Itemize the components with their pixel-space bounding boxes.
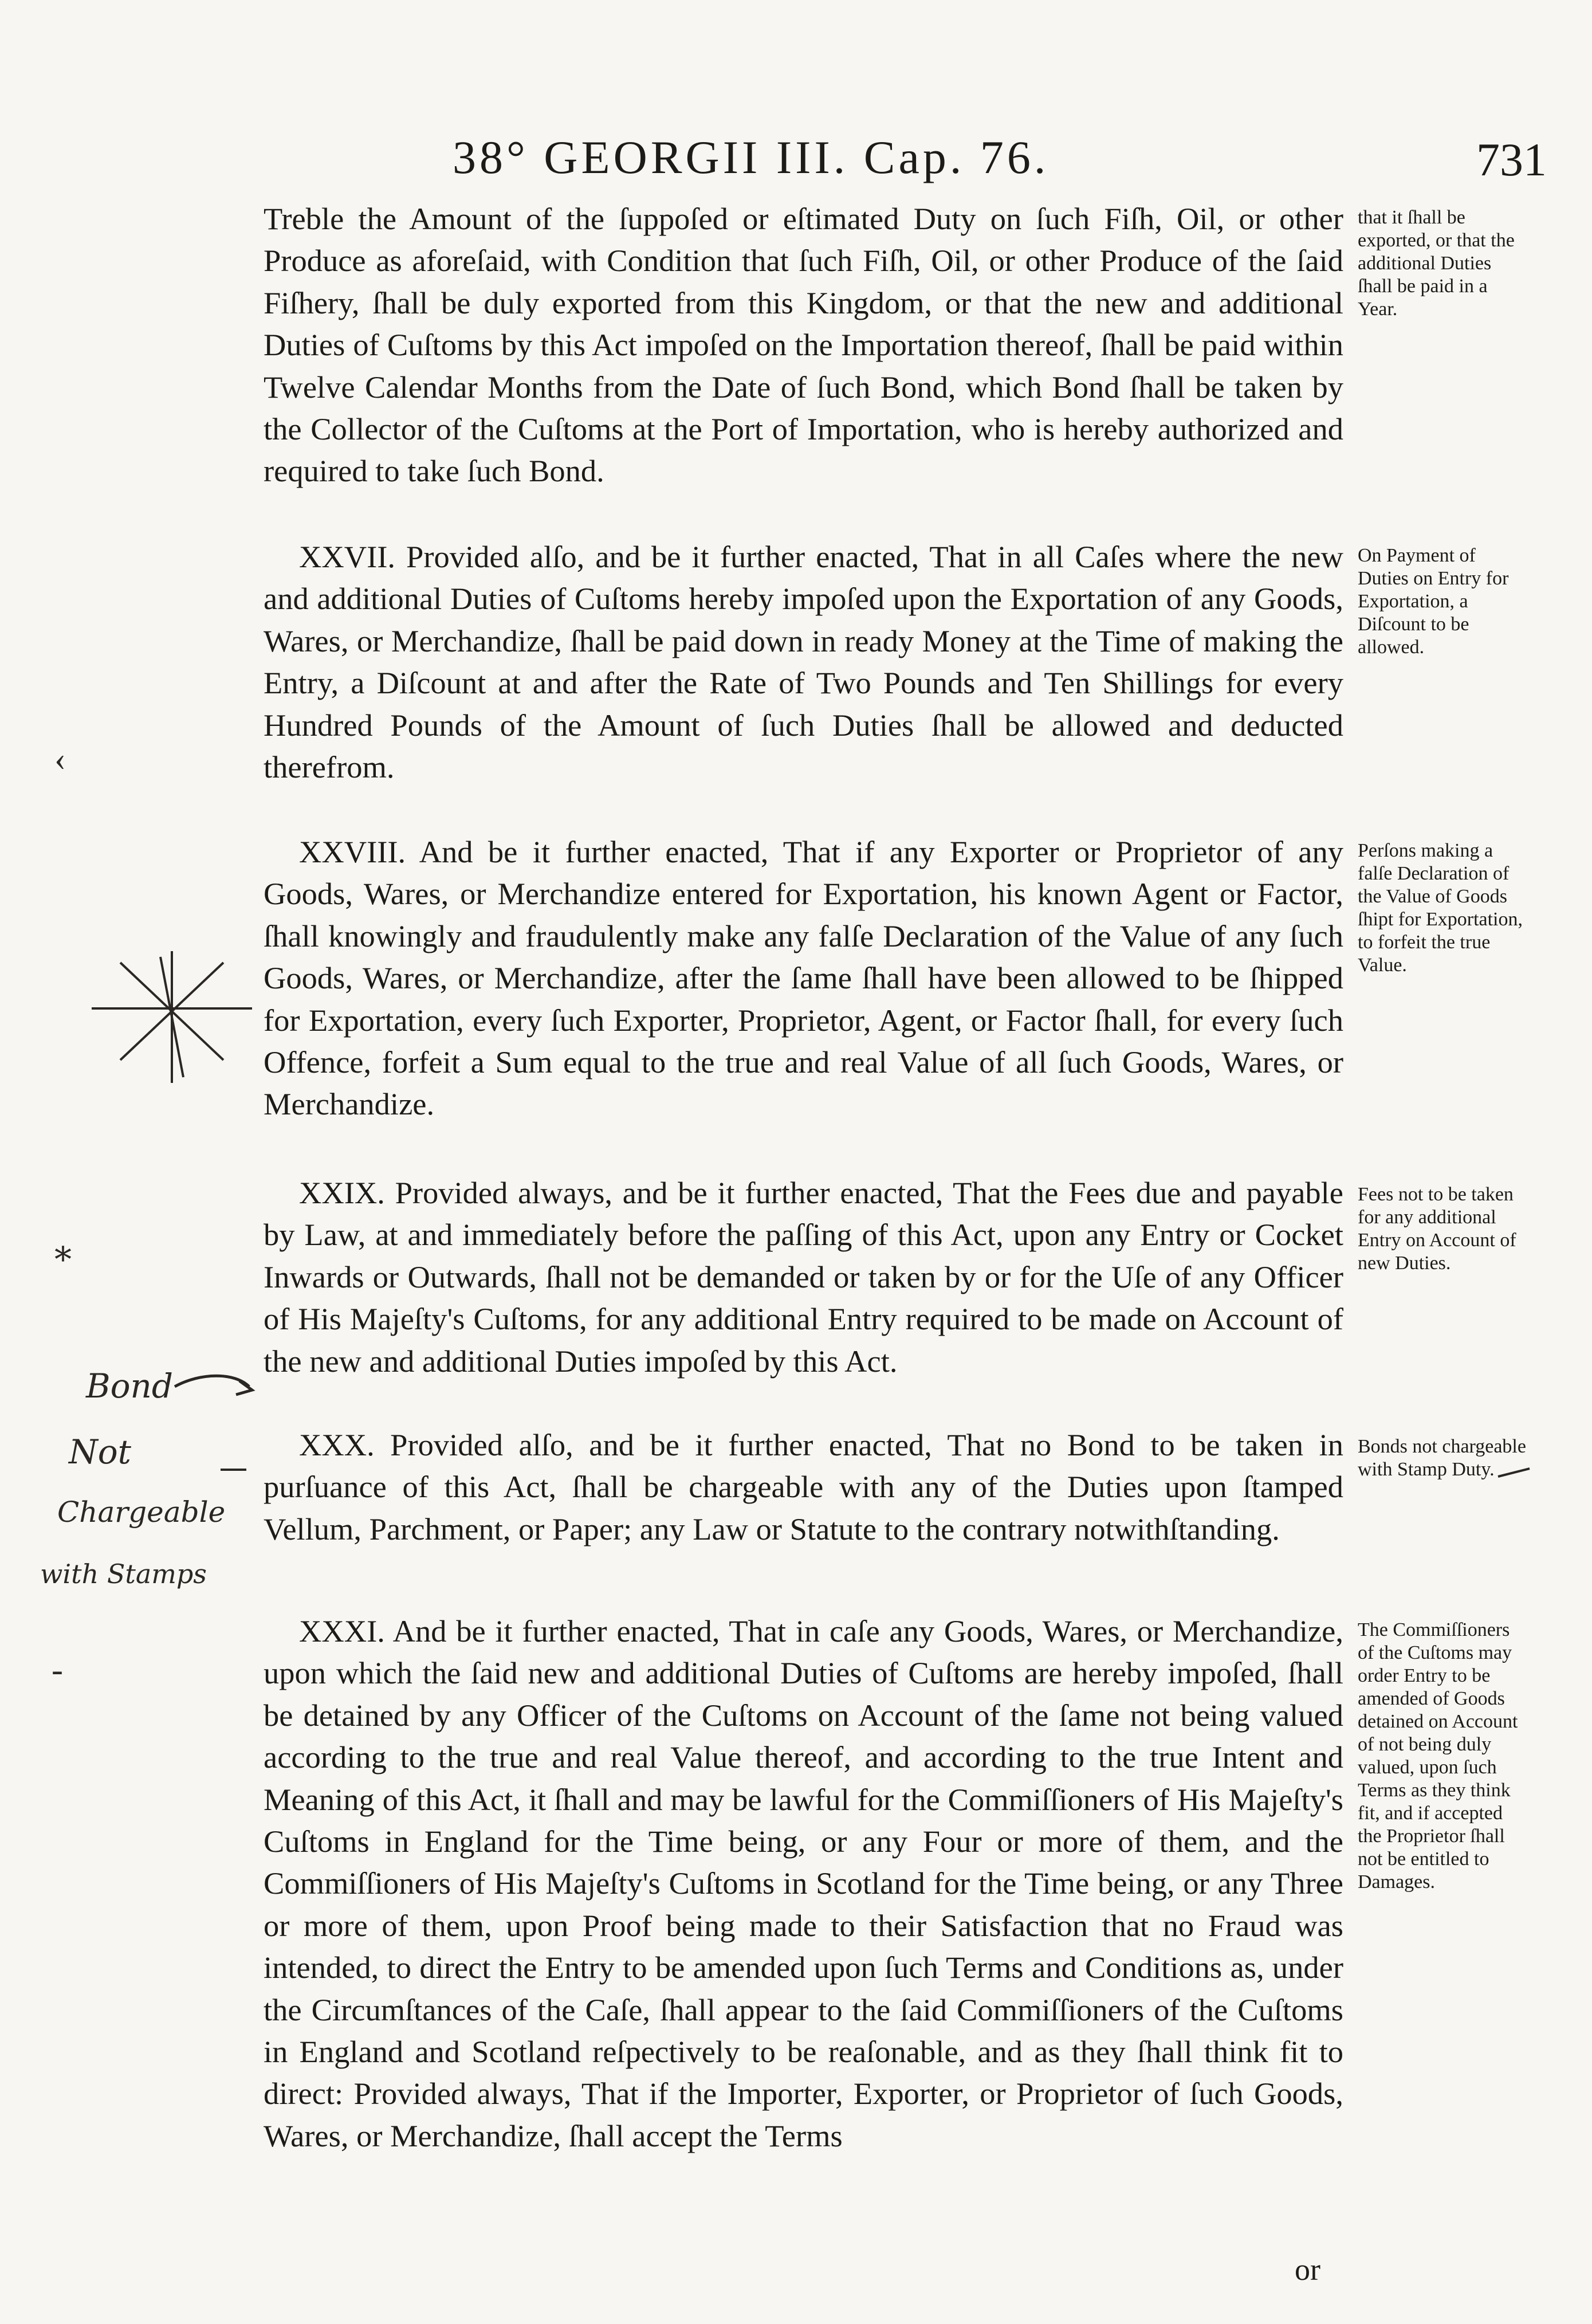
section-xxviii — [264, 831, 1343, 1125]
paragraph-text: XXXI. And be it further enacted, That in caſe any Goods, Wares, or Merchandize, upon which the ſaid new and additional Duties of Cuſtoms are hereby impoſed, ſhall be detained by any Officer of the Cuſtoms on Account of the ſame not being valued according to the true and real Value thereof, and according to the true Intent and Meaning of this Act, it ſhall and may be lawful for the Commiſſioners of His Majeſty's Cuſtoms in England for the Time being, or any Four or more of them, and the Commiſſioners of His Majeſty's Cuſtoms in Scotland for the Time being, or any Three or more of them, upon Proof being made to their Satisfaction that no Fraud was intended, to direct the Entry to be amended upon ſuch Terms and Conditions as, under the Circumſtances of the Caſe, ſhall appear to the ſaid Commiſſioners of the Cuſtoms in England and Scotland reſpectively to be reaſonable, and as they ſhall think fit to direct: Provided always, That if the Importer, Exporter, or Proprietor of ſuch Goods, Wares, or Merchandize, ſhall accept the Terms — [264, 1614, 1343, 2153]
paragraph-text: XXX. Provided alſo, and be it further enacted, That no Bond to be taken in purſuance of this Act, ſhall be chargeable with any of the Duties upon ſtamped Vellum, Parchment, or Paper; any Law or Statute to the contrary notwithſtanding. — [264, 1427, 1343, 1546]
stray-mark-icon: ⁎ — [54, 1230, 72, 1268]
stray-mark-icon: ‹ — [54, 740, 66, 778]
section-xxvii — [264, 536, 1343, 788]
header-title: 38° GEORGII III. Cap. 76. — [453, 131, 1049, 183]
margin-note-false-declaration: Perſons making a falſe Declaration of the Value of Goods ſhipt for Exportation, to forfeit the true Value. — [1358, 840, 1523, 976]
dash-mark-icon — [218, 1464, 252, 1475]
section-xxx — [264, 1424, 1343, 1550]
paragraph-text: XXVIII. And be it further enacted, That if any Exporter or Proprietor of any Goods, Wares, or Merchandize entered for Exportation, his known Agent or Factor, ſhall knowingly and fraudulently make any falſe Declaration of the Value of any ſuch Goods, Wares, or Merchandize, after the ſame ſhall have been allowed to be ſhipped for Exportation, every ſuch Exporter, Proprietor, Agent, or Factor ſhall, for every ſuch Offence, forfeit a Sum equal to the true and real Value of all ſuch Goods, Wares, or Merchandize. — [264, 834, 1343, 1122]
arrow-icon — [172, 1369, 264, 1432]
manuscript-line: with Stamps — [40, 1559, 207, 1589]
paragraph-text: XXVII. Provided alſo, and be it further enacted, That in all Caſes where the new and additional Duties of Cuſtoms hereby impoſed upon the Exportation of any Goods, Wares, or Merchandize, ſhall be paid down in ready Money at the Time of making the Entry, a Diſcount at and after the Rate of Two Pounds and Ten Shillings for every Hundred Pounds of the Amount of ſuch Duties ſhall be allowed and deducted therefrom. — [264, 539, 1343, 785]
margin-note-bonds-stamp: Bonds not chargeable with Stamp Duty. — [1358, 1436, 1526, 1480]
dash-mark-icon — [1495, 1464, 1535, 1481]
manuscript-line: Chargeable — [57, 1495, 226, 1529]
paragraph-text: XXIX. Provided always, and be it further enacted, That the Fees due and payable by Law, at and immediately before the paſſing of this Act, upon any Entry or Cocket Inwards or Outwards, ſhall not be demanded or taken by or for the Uſe of any Officer of His Majeſty's Cuſtoms, for any additional Entry required to be made on Account of the new and additional Duties impoſed by this Act. — [264, 1175, 1343, 1379]
manuscript-line: Bond — [86, 1367, 174, 1406]
asterisk-mark-icon — [86, 945, 258, 1089]
paragraph-continuation — [264, 198, 1343, 492]
manuscript-line: Not — [69, 1432, 131, 1471]
section-xxix — [264, 1172, 1343, 1382]
margin-note-fees: Fees not to be taken for any additional Entry on Account of new Duties. — [1358, 1184, 1516, 1274]
running-header — [264, 131, 1547, 194]
section-xxxi — [264, 1610, 1343, 2157]
margin-note-discount: On Payment of Duties on Entry for Exportation, a Diſcount to be allowed. — [1358, 545, 1509, 658]
margin-note-export-or-pay: that it ſhall be exported, or that the additional Duties ſhall be paid in a Year. — [1358, 207, 1515, 320]
margin-note-amend-entry: The Commiſſioners of the Cuſtoms may order Entry to be amended of Goods detained on Account of not being duly valued, upon ſuch Terms as they think fit, and if accepted the Proprietor ſhall not be entitled to Damages. — [1358, 1619, 1518, 1893]
stray-mark-icon: - — [52, 1651, 63, 1689]
catchword: or — [1295, 2252, 1320, 2287]
paragraph-text: Treble the Amount of the ſuppoſed or eſtimated Duty on ſuch Fiſh, Oil, or other Produce as aforeſaid, with Condition that ſuch Fiſh, Oil, or other Produce of the ſaid Fiſhery, ſhall be duly exported from this Kingdom, or that the new and additional Duties of Cuſtoms by this Act impoſed on the Importation thereof, ſhall be paid within Twelve Calendar Months from the Date of ſuch Bond, which Bond ſhall be taken by the Collector of the Cuſtoms at the Port of Importation, who is hereby authorized and required to take ſuch Bond. — [264, 201, 1343, 489]
page-number: 731 — [1476, 134, 1547, 186]
